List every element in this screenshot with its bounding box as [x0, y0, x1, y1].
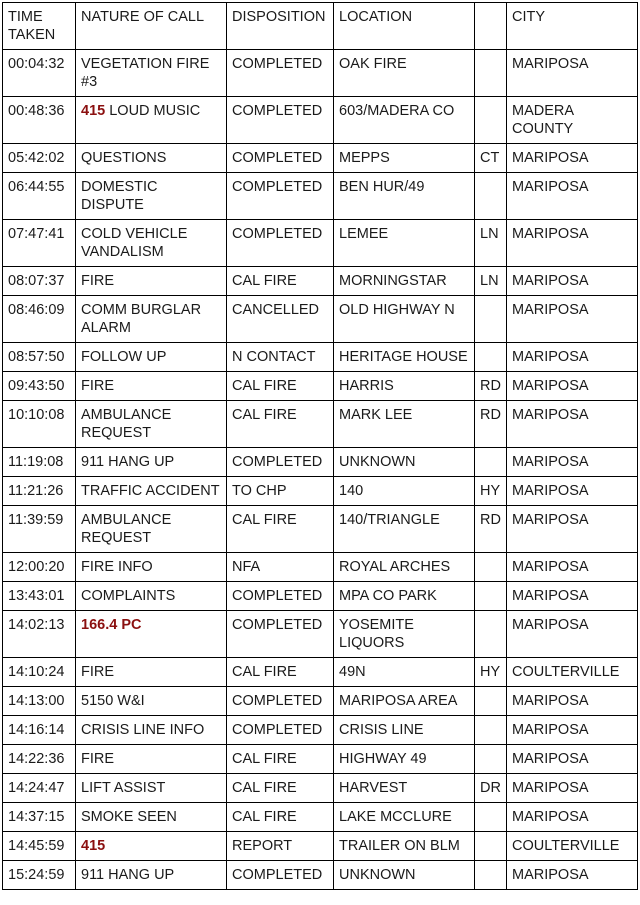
cell-suffix: HY	[475, 658, 507, 687]
cell-nature	[76, 832, 227, 861]
nature-text: FIRE INFO	[81, 559, 153, 575]
cell-disposition: COMPLETED	[227, 611, 334, 658]
cell-location: 140/TRIANGLE	[334, 506, 475, 553]
header-location: LOCATION	[334, 3, 475, 50]
cell-time: 11:19:08	[3, 448, 76, 477]
nature-text: FIRE	[81, 378, 115, 394]
cell-suffix: DR	[475, 774, 507, 803]
nature-text: TRAFFIC ACCIDENT	[81, 483, 220, 499]
cell-city: MARIPOSA	[507, 774, 638, 803]
cell-disposition: COMPLETED	[227, 97, 334, 144]
table-row	[3, 267, 638, 296]
cell-disposition: COMPLETED	[227, 50, 334, 97]
cell-suffix: CT	[475, 144, 507, 173]
cell-disposition: COMPLETED	[227, 687, 334, 716]
cell-suffix	[475, 861, 507, 890]
cell-suffix: RD	[475, 506, 507, 553]
cell-suffix: LN	[475, 220, 507, 267]
cell-time: 13:43:01	[3, 582, 76, 611]
cell-nature	[76, 658, 227, 687]
cell-location: ROYAL ARCHES	[334, 553, 475, 582]
cell-time: 14:13:00	[3, 687, 76, 716]
cell-city: MARIPOSA	[507, 220, 638, 267]
cell-nature	[76, 861, 227, 890]
table-row	[3, 716, 638, 745]
table-row	[3, 401, 638, 448]
table-row	[3, 658, 638, 687]
cell-location: LAKE MCCLURE	[334, 803, 475, 832]
table-row	[3, 774, 638, 803]
cell-city: MARIPOSA	[507, 448, 638, 477]
cell-nature	[76, 745, 227, 774]
cell-suffix	[475, 687, 507, 716]
cell-location: LEMEE	[334, 220, 475, 267]
header-suffix	[475, 3, 507, 50]
cell-time: 14:02:13	[3, 611, 76, 658]
cell-disposition: COMPLETED	[227, 582, 334, 611]
cell-suffix	[475, 611, 507, 658]
cell-time: 14:16:14	[3, 716, 76, 745]
nature-text: QUESTIONS	[81, 150, 167, 166]
cell-city: MARIPOSA	[507, 372, 638, 401]
cell-location: 140	[334, 477, 475, 506]
cell-time: 00:48:36	[3, 97, 76, 144]
cell-location: MARIPOSA AREA	[334, 687, 475, 716]
table-row	[3, 582, 638, 611]
cell-time: 14:10:24	[3, 658, 76, 687]
cell-suffix: RD	[475, 401, 507, 448]
table-row	[3, 372, 638, 401]
cell-location: MEPPS	[334, 144, 475, 173]
cell-nature	[76, 553, 227, 582]
cell-suffix	[475, 296, 507, 343]
cell-time: 14:37:15	[3, 803, 76, 832]
cell-suffix	[475, 50, 507, 97]
nature-text: FIRE	[81, 664, 115, 680]
cell-time: 11:21:26	[3, 477, 76, 506]
cell-disposition: CAL FIRE	[227, 401, 334, 448]
cell-location: MARK LEE	[334, 401, 475, 448]
cell-time: 10:10:08	[3, 401, 76, 448]
cell-suffix: LN	[475, 267, 507, 296]
cell-city: MARIPOSA	[507, 144, 638, 173]
cell-time: 15:24:59	[3, 861, 76, 890]
cell-nature	[76, 401, 227, 448]
cell-suffix	[475, 97, 507, 144]
cell-city: COULTERVILLE	[507, 658, 638, 687]
cell-city: MARIPOSA	[507, 582, 638, 611]
table-row	[3, 50, 638, 97]
cell-city: MARIPOSA	[507, 173, 638, 220]
cell-nature	[76, 611, 227, 658]
cell-city: MARIPOSA	[507, 861, 638, 890]
cell-city: MARIPOSA	[507, 506, 638, 553]
nature-text: FIRE	[81, 273, 115, 289]
cell-nature	[76, 50, 227, 97]
cell-nature	[76, 716, 227, 745]
cell-city: COULTERVILLE	[507, 832, 638, 861]
cell-suffix	[475, 582, 507, 611]
cell-location: BEN HUR/49	[334, 173, 475, 220]
table-row	[3, 506, 638, 553]
cell-disposition: REPORT	[227, 832, 334, 861]
cell-time: 12:00:20	[3, 553, 76, 582]
header-disposition: DISPOSITION	[227, 3, 334, 50]
cell-city: MARIPOSA	[507, 296, 638, 343]
cell-location: HARRIS	[334, 372, 475, 401]
header-row	[3, 3, 638, 50]
penal-code: 415	[81, 838, 106, 854]
nature-text: AMBULANCE REQUEST	[81, 512, 172, 546]
cell-city: MARIPOSA	[507, 745, 638, 774]
cell-city: MARIPOSA	[507, 803, 638, 832]
nature-text: DOMESTIC DISPUTE	[81, 179, 158, 213]
nature-text: LIFT ASSIST	[81, 780, 166, 796]
cell-nature	[76, 774, 227, 803]
cell-suffix	[475, 716, 507, 745]
cell-time: 14:22:36	[3, 745, 76, 774]
cell-disposition: COMPLETED	[227, 173, 334, 220]
cell-suffix: HY	[475, 477, 507, 506]
table-row	[3, 296, 638, 343]
nature-text: 5150 W&I	[81, 693, 145, 709]
cell-nature	[76, 477, 227, 506]
cell-location: MORNINGSTAR	[334, 267, 475, 296]
cell-time: 07:47:41	[3, 220, 76, 267]
cell-nature	[76, 582, 227, 611]
cell-location: TRAILER ON BLM	[334, 832, 475, 861]
cell-city: MARIPOSA	[507, 687, 638, 716]
table-row	[3, 803, 638, 832]
cell-time: 11:39:59	[3, 506, 76, 553]
cell-location: UNKNOWN	[334, 448, 475, 477]
cell-nature	[76, 372, 227, 401]
cell-location: MPA CO PARK	[334, 582, 475, 611]
cell-disposition: TO CHP	[227, 477, 334, 506]
cell-suffix	[475, 343, 507, 372]
cell-disposition: CAL FIRE	[227, 658, 334, 687]
nature-text: COMPLAINTS	[81, 588, 176, 604]
cell-time: 06:44:55	[3, 173, 76, 220]
table-row	[3, 97, 638, 144]
penal-code: 415	[81, 103, 106, 119]
cell-time: 08:46:09	[3, 296, 76, 343]
cell-suffix: RD	[475, 372, 507, 401]
table-row	[3, 173, 638, 220]
cell-disposition: COMPLETED	[227, 861, 334, 890]
cell-disposition: COMPLETED	[227, 448, 334, 477]
table-row	[3, 861, 638, 890]
nature-text: 911 HANG UP	[81, 867, 175, 883]
cell-city: MARIPOSA	[507, 477, 638, 506]
cell-nature	[76, 687, 227, 716]
cell-location: OLD HIGHWAY N	[334, 296, 475, 343]
cell-location: OAK FIRE	[334, 50, 475, 97]
nature-text: CRISIS LINE INFO	[81, 722, 205, 738]
nature-text: AMBULANCE REQUEST	[81, 407, 172, 441]
cell-city: MARIPOSA	[507, 343, 638, 372]
nature-text: 911 HANG UP	[81, 454, 175, 470]
cell-location: HIGHWAY 49	[334, 745, 475, 774]
nature-text: LOUD MUSIC	[105, 103, 201, 119]
cell-city: MARIPOSA	[507, 267, 638, 296]
nature-text: VEGETATION FIRE #3	[81, 56, 210, 90]
cell-location: CRISIS LINE	[334, 716, 475, 745]
cell-nature	[76, 173, 227, 220]
cell-disposition: CANCELLED	[227, 296, 334, 343]
cell-suffix	[475, 832, 507, 861]
cell-suffix	[475, 745, 507, 774]
table-row	[3, 144, 638, 173]
cell-time: 00:04:32	[3, 50, 76, 97]
cell-suffix	[475, 553, 507, 582]
cell-disposition: CAL FIRE	[227, 267, 334, 296]
cell-nature	[76, 267, 227, 296]
header-city: CITY	[507, 3, 638, 50]
cell-time: 14:45:59	[3, 832, 76, 861]
cell-location: HERITAGE HOUSE	[334, 343, 475, 372]
cell-time: 14:24:47	[3, 774, 76, 803]
cell-location: 49N	[334, 658, 475, 687]
cell-time: 08:57:50	[3, 343, 76, 372]
cell-nature	[76, 296, 227, 343]
cell-disposition: CAL FIRE	[227, 506, 334, 553]
cell-time: 09:43:50	[3, 372, 76, 401]
cell-disposition: CAL FIRE	[227, 774, 334, 803]
cell-city: MADERA COUNTY	[507, 97, 638, 144]
cell-disposition: COMPLETED	[227, 144, 334, 173]
cell-suffix	[475, 803, 507, 832]
call-log-table	[2, 2, 638, 890]
cell-disposition: CAL FIRE	[227, 372, 334, 401]
cell-time: 08:07:37	[3, 267, 76, 296]
cell-suffix	[475, 173, 507, 220]
cell-location: HARVEST	[334, 774, 475, 803]
table-row	[3, 553, 638, 582]
cell-disposition: NFA	[227, 553, 334, 582]
cell-nature	[76, 506, 227, 553]
cell-nature	[76, 343, 227, 372]
cell-city: MARIPOSA	[507, 716, 638, 745]
cell-city: MARIPOSA	[507, 50, 638, 97]
cell-location: 603/MADERA CO	[334, 97, 475, 144]
table-row	[3, 611, 638, 658]
cell-location: YOSEMITE LIQUORS	[334, 611, 475, 658]
cell-nature	[76, 448, 227, 477]
cell-city: MARIPOSA	[507, 401, 638, 448]
cell-nature	[76, 803, 227, 832]
cell-suffix	[475, 448, 507, 477]
table-row	[3, 745, 638, 774]
table-row	[3, 220, 638, 267]
nature-text: SMOKE SEEN	[81, 809, 177, 825]
header-nature: NATURE OF CALL	[76, 3, 227, 50]
table-row	[3, 448, 638, 477]
header-time: TIME TAKEN	[3, 3, 76, 50]
cell-nature	[76, 220, 227, 267]
cell-nature	[76, 97, 227, 144]
cell-disposition: COMPLETED	[227, 716, 334, 745]
cell-city: MARIPOSA	[507, 611, 638, 658]
table-row	[3, 477, 638, 506]
cell-disposition: CAL FIRE	[227, 803, 334, 832]
nature-text: COMM BURGLAR ALARM	[81, 302, 202, 336]
nature-text: COLD VEHICLE VANDALISM	[81, 226, 188, 260]
cell-location: UNKNOWN	[334, 861, 475, 890]
cell-disposition: N CONTACT	[227, 343, 334, 372]
cell-disposition: CAL FIRE	[227, 745, 334, 774]
nature-text: FOLLOW UP	[81, 349, 167, 365]
penal-code: 166.4 PC	[81, 617, 142, 633]
nature-text: FIRE	[81, 751, 115, 767]
cell-city: MARIPOSA	[507, 553, 638, 582]
table-row	[3, 832, 638, 861]
table-row	[3, 343, 638, 372]
cell-nature	[76, 144, 227, 173]
table-row	[3, 687, 638, 716]
cell-disposition: COMPLETED	[227, 220, 334, 267]
cell-time: 05:42:02	[3, 144, 76, 173]
